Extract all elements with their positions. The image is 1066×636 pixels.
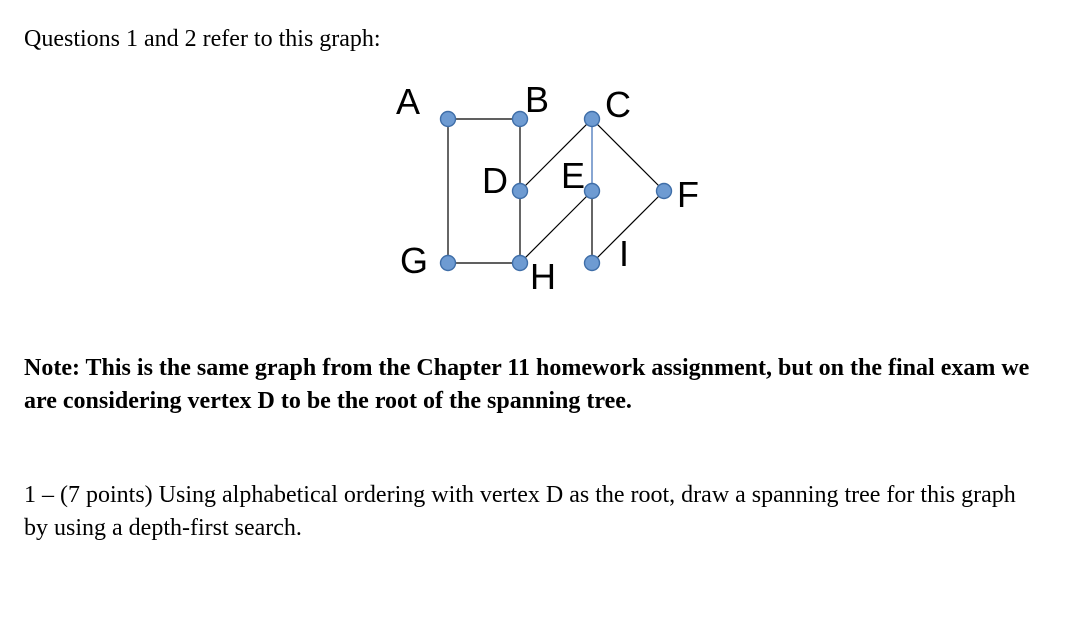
vertex-label-b: B bbox=[525, 79, 550, 120]
vertex-label-d: D bbox=[482, 160, 508, 201]
vertex-label-h: H bbox=[530, 256, 556, 297]
vertex-label-c: C bbox=[605, 84, 631, 125]
vertex-label-i: I bbox=[619, 233, 630, 274]
question-1: 1 – (7 points) Using alphabetical ordering with vertex D as the root, draw a spanning tree for this graph by using a depth-first search. bbox=[24, 482, 1016, 541]
node-d bbox=[513, 184, 528, 199]
node-c bbox=[585, 112, 600, 127]
graph-nodes bbox=[441, 112, 672, 271]
node-h bbox=[513, 256, 528, 271]
graph-edges bbox=[448, 119, 664, 263]
node-g bbox=[441, 256, 456, 271]
node-a bbox=[441, 112, 456, 127]
intro-text: Questions 1 and 2 refer to this graph: bbox=[24, 26, 381, 52]
note-paragraph: Note: This is the same graph from the Chapter 11 homework assignment, but on the final exam we are considering vertex D to be the root of the spanning tree. bbox=[24, 355, 1030, 414]
edge-c-f bbox=[592, 119, 664, 191]
node-i bbox=[585, 256, 600, 271]
node-e bbox=[585, 184, 600, 199]
vertex-label-f: F bbox=[677, 174, 699, 215]
vertex-label-e: E bbox=[561, 155, 586, 196]
node-f bbox=[657, 184, 672, 199]
vertex-label-g: G bbox=[400, 240, 429, 281]
vertex-label-a: A bbox=[396, 81, 421, 122]
edge-e-h bbox=[520, 191, 592, 263]
